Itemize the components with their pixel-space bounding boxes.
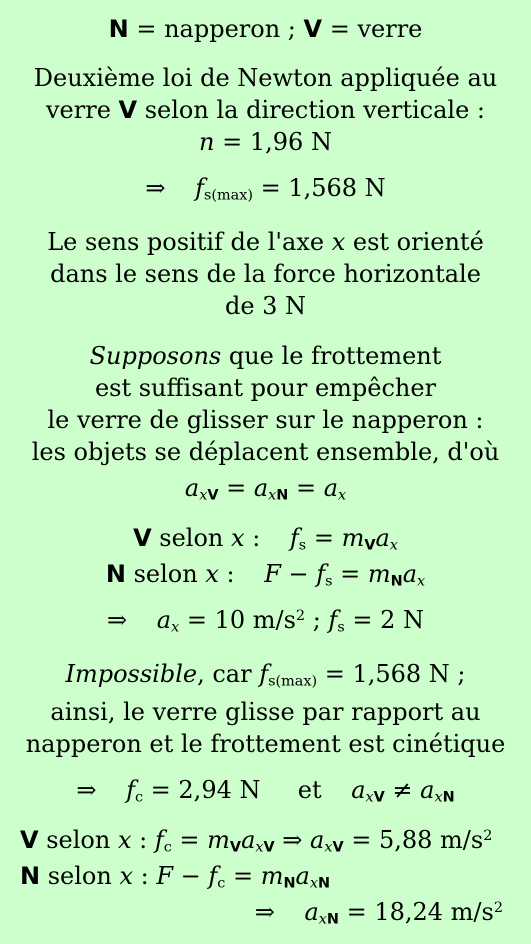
equation-napkin-kinetic: N selon x : $F - f_c = m_Na_{xN}$ (20, 862, 330, 892)
hypothesis-line-2: est suffisant pour empêcher (94, 374, 437, 402)
equation-glass-static: V selon x : $f_s = m_Va_x$ (133, 524, 398, 554)
napkin-acceleration-result: ⇒ $a_{xN} = 18,24$ $m/s^2$ (254, 898, 503, 928)
axis-orientation-line-1: Le sens positif de l'axe x est orienté (47, 228, 484, 256)
axis-orientation-line-3: de 3 N (224, 292, 307, 320)
equation-glass-kinetic: V selon x : $f_c = m_Va_{xV}$ ⇒ $a_{xV} = 5,88$ $m/s^2$ (20, 826, 493, 856)
static-hypothesis-result: ⇒ $a_x = 10$ $m/s^2$ ; $f_s = 2$ N (107, 606, 424, 636)
hypothesis-line-4: les objets se déplacent ensemble, d'où (31, 438, 500, 466)
kinetic-friction-result: ⇒ $f_c = 2,94$ N et $a_{xV} \ne a_{xN}$ (76, 776, 455, 806)
newton-law-intro-line: Deuxième loi de Newton appliquée au (33, 64, 498, 92)
contradiction-line: Impossible, car $f_{s(max)} = 1,568$ N ; (65, 660, 466, 690)
vertical-direction-line: verre V selon la direction verticale : (45, 96, 485, 124)
hypothesis-line-1: Supposons que le frottement (89, 342, 442, 370)
axis-orientation-line-2: dans le sens de la force horizontale (50, 260, 481, 288)
normal-force-result: n = 1,96 N (199, 128, 332, 156)
sliding-conclusion-line-1: ainsi, le verre glisse par rapport au (50, 698, 481, 726)
equal-acceleration-equation: $a_{xV} = a_{xN} = a_x$ (184, 474, 347, 504)
hypothesis-line-3: le verre de glisser sur le napperon : (47, 406, 484, 434)
equation-napkin-static: N selon x : $F - f_s = m_Na_x$ (105, 560, 426, 590)
max-static-friction-result: ⇒ $f_{s(max)} = 1,568$ N (145, 174, 386, 204)
definitions-line: N = napperon ; V = verre (108, 15, 423, 43)
sliding-conclusion-line-2: napperon et le frottement est cinétique (25, 730, 506, 758)
